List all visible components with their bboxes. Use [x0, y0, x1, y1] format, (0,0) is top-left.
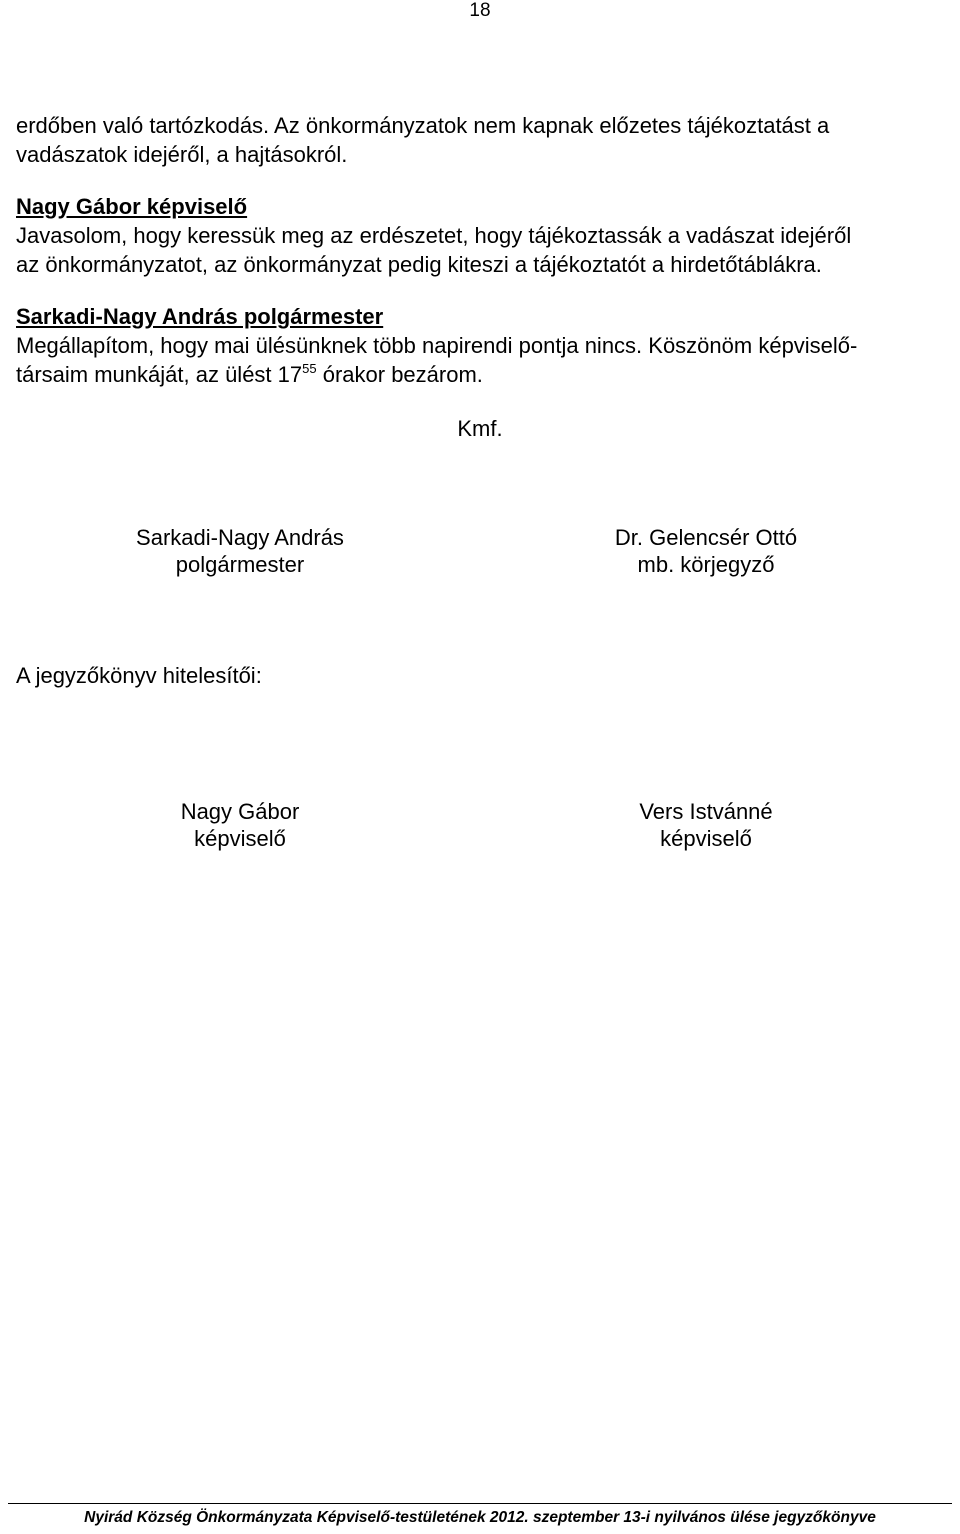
- signatory-title: képviselő: [660, 826, 752, 851]
- kmf-label: Kmf.: [457, 416, 503, 441]
- signatory-name: Dr. Gelencsér Ottó: [614, 525, 798, 550]
- signatory-title: polgármester: [175, 552, 305, 577]
- signatory-title: képviselő: [194, 826, 286, 851]
- paragraph-line: erdőben való tartózkodás. Az önkormányzatok nem kapnak előzetes tájékoztatást a: [16, 113, 830, 138]
- signatory-name: Vers Istvánné: [639, 799, 773, 824]
- page-footer: Nyirád Község Önkormányzata Képviselő-testületének 2012. szeptember 13-i nyilvános ülése jegyzőkönyve: [8, 1503, 952, 1532]
- paragraph-line: az önkormányzatot, az önkormányzat pedig kiteszi a tájékoztatót a hirdetőtáblákra.: [16, 252, 822, 277]
- signatory-name: Sarkadi-Nagy András: [136, 525, 344, 550]
- page-number: 18: [469, 0, 491, 21]
- signatory-name: Nagy Gábor: [180, 799, 300, 824]
- paragraph-line: vadászatok idejéről, a hajtásokról.: [16, 142, 348, 167]
- paragraph-mayor-closing: [16, 302, 948, 389]
- closing-text: társaim munkáját, az ülést 17: [16, 362, 303, 387]
- closing-time-minutes: 55: [302, 361, 317, 376]
- signature-block-mayor: [60, 524, 420, 578]
- signature-block-notary: [526, 524, 886, 578]
- paragraph-nagy-gabor: [16, 192, 948, 279]
- speaker-name: Nagy Gábor képviselő: [16, 194, 248, 219]
- signatory-title: mb. körjegyző: [637, 552, 775, 577]
- signature-block-validator-left: [60, 798, 420, 852]
- paragraph-line: Megállapítom, hogy mai ülésünknek több napirendi pontja nincs. Köszönöm képviselő-: [16, 333, 858, 358]
- signature-block-validator-right: [526, 798, 886, 852]
- paragraph-line: [16, 360, 948, 389]
- closing-text: órakor bezárom.: [316, 362, 483, 387]
- paragraph-continuation: [16, 111, 948, 169]
- validators-label: A jegyzőkönyv hitelesítői:: [16, 663, 262, 688]
- paragraph-line: Javasolom, hogy keressük meg az erdészetet, hogy tájékoztassák a vadászat idejéről: [16, 223, 852, 248]
- speaker-name: Sarkadi-Nagy András polgármester: [16, 304, 384, 329]
